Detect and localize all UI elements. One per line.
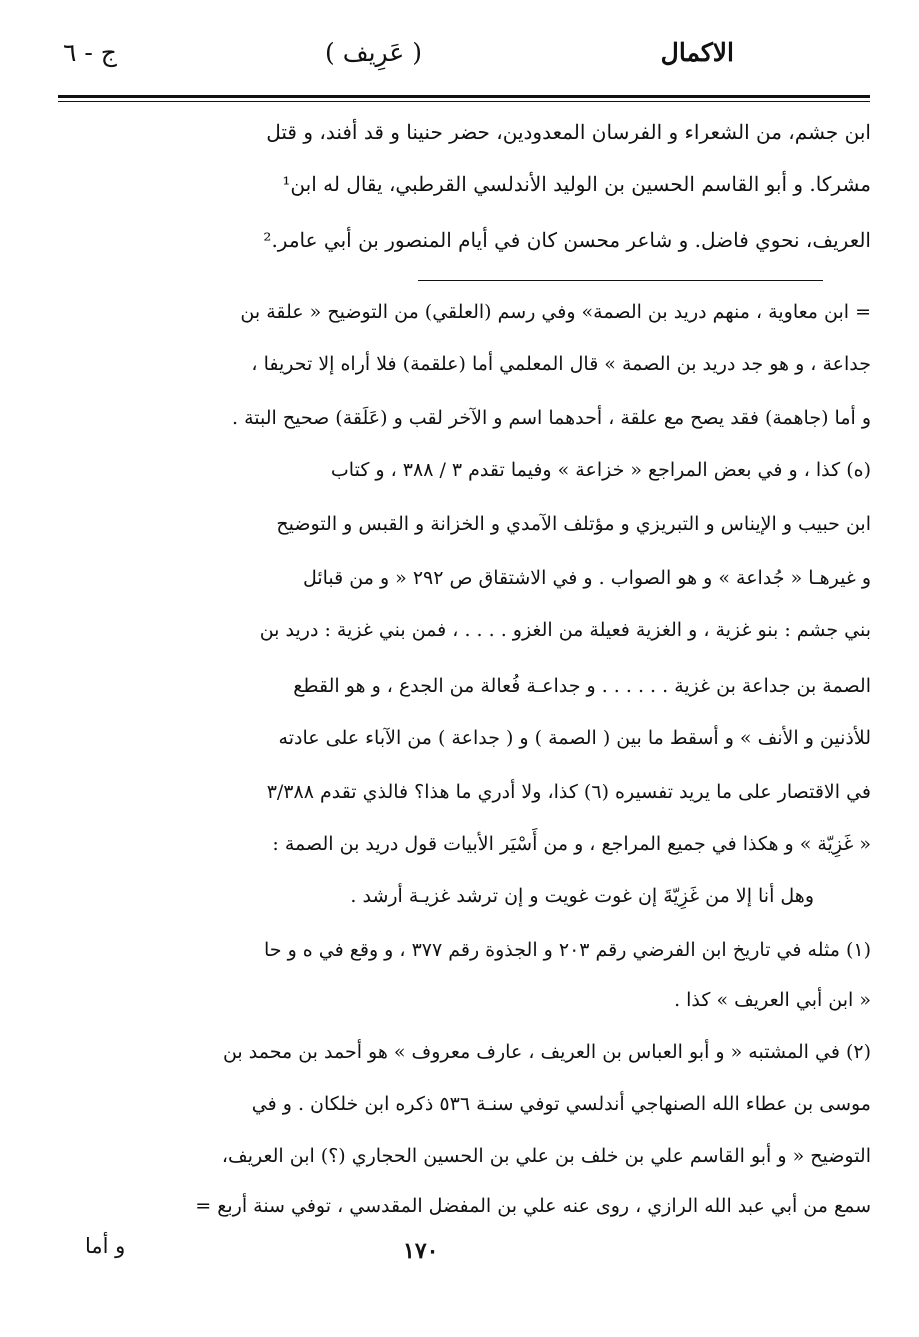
footnote-line: (ه) كذا ، و في بعض المراجع « خزاعة » وفيما تقدم ٣ / ٣٨٨ ، و كتاب <box>330 459 871 481</box>
footnote-line: التوضيح « و أبو القاسم علي بن خلف بن علي بن الحسين الحجاري (؟) ابن العريف، <box>221 1145 871 1167</box>
footnote-line: (١) مثله في تاريخ ابن الفرضي رقم ٢٠٣ و الجذوة رقم ٣٧٧ ، و وقع في ه و حا <box>264 939 871 961</box>
footnote-line: و أما (جاهمة) فقد يصح مع علقة ، أحدهما اسم و الآخر لقب و (عَلَقة) صحيح البتة . <box>232 407 871 429</box>
catchword: و أما <box>85 1234 126 1258</box>
header-rule-thick <box>58 95 870 98</box>
footnote-separator <box>418 280 823 281</box>
main-text-line: ابن جشم، من الشعراء و الفرسان المعدودين، حضر حنينا و قد أفند، و قتل <box>266 120 871 144</box>
footnote-line: (٢) في المشتبه « و أبو العباس بن العريف ، عارف معروف » هو أحمد بن محمد بن <box>222 1041 871 1063</box>
entry-title: ( عَرِيف ) <box>325 38 422 67</box>
poetry-verse: وهل أنا إلا من غَزِيّةَ إن غوت غويت و إن ترشد غزيـة أرشد . <box>350 885 814 907</box>
main-text-line: مشركا. و أبو القاسم الحسين بن الوليد الأندلسي القرطبي، يقال له ابن¹ <box>282 172 871 196</box>
footnote-line: « ابن أبي العريف » كذا . <box>674 989 871 1011</box>
footnote-line: = ابن معاوية ، منهم دريد بن الصمة» وفي رسم (العلقي) من التوضيح « علقة بن <box>240 301 871 323</box>
footnote-line: سمع من أبي عبد الله الرازي ، روى عنه علي بن المفضل المقدسي ، توفي سنة أربع = <box>195 1195 871 1217</box>
footnote-line: بني جشم : بنو غزية ، و الغزية فعيلة من الغزو . . . . ، فمن بني غزية : دريد بن <box>259 619 871 641</box>
footnote-line: « غَزِيّة » و هكذا في جميع المراجع ، و من أَسْيَر الأبيات قول دريد بن الصمة : <box>272 833 871 855</box>
main-text-line: العريف، نحوي فاضل. و شاعر محسن كان في أيام المنصور بن أبي عامر.² <box>263 228 871 252</box>
header-rule-thin <box>58 101 870 102</box>
footnote-line: و غيرهـا « جُداعة » و هو الصواب . و في الاشتقاق ص ٢٩٢ « و من قبائل <box>302 567 871 589</box>
footnote-line: الصمة بن جداعة بن غزية . . . . . . و جداعـة فُعالة من الجدع ، و هو القطع <box>293 675 871 697</box>
footnote-line: في الاقتصار على ما يريد تفسيره (٦) كذا، ولا أدري ما هذا؟ فالذي تقدم ٣/٣٨٨ <box>266 781 871 803</box>
page-number: ١٧٠ <box>403 1238 439 1264</box>
footnote-line: للأذنين و الأنف » و أسقط ما بين ( الصمة ) و ( جداعة ) من الآباء على عادته <box>278 727 871 749</box>
footnote-line: موسى بن عطاء الله الصنهاجي أندلسي توفي سنـة ٥٣٦ ذكره ابن خلكان . و في <box>251 1093 871 1115</box>
footnote-line: جداعة ، و هو جد دريد بن الصمة » قال المعلمي أما (علقمة) فلا أراه إلا تحريفا ، <box>251 353 871 375</box>
book-title: الاكمال <box>660 38 734 67</box>
footnote-line: ابن حبيب و الإيناس و التبريزي و مؤتلف الآمدي و الخزانة و القبس و التوضيح <box>276 513 871 535</box>
volume-number: ج - ٦ <box>63 38 117 67</box>
